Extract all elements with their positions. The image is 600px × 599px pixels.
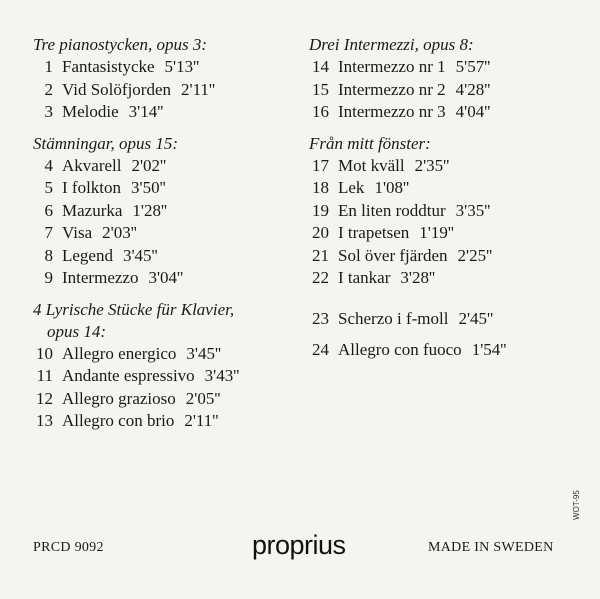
track-row [33,101,293,124]
track-row [33,177,293,200]
section-heading: Från mitt fönster: [309,133,431,153]
track-number: 19 [312,200,329,220]
track-row [33,222,293,245]
right-column [309,34,589,362]
track-title: I trapetsen [338,223,410,242]
section-heading-continued: opus 14: [47,321,107,341]
track-row [33,245,293,268]
track-title: Fantasistycke [62,57,155,76]
track-row [33,200,293,223]
track-row [309,245,589,268]
track-number: 21 [312,245,329,265]
track-duration: 3'50'' [131,178,166,197]
track-duration: 2'25'' [457,245,493,265]
track-number: 16 [312,102,329,121]
track-duration: 2'05'' [185,388,221,408]
track-row [33,388,293,411]
track-duration: 2'02'' [131,155,167,175]
track-duration: 3'45'' [122,245,158,265]
track-number: 18 [312,178,329,197]
track-number: 10 [36,343,53,363]
track-duration: 1'08'' [374,178,410,197]
track-number: 9 [44,268,53,287]
section-heading: Stämningar, opus 15: [33,133,178,153]
track-title: Intermezzo nr 1 [338,57,446,76]
track-title: En liten roddtur [338,200,446,220]
track-number: 24 [312,340,329,359]
track-number: 20 [312,223,329,242]
track-title: Akvarell [62,155,122,175]
track-title: I folkton [62,178,122,197]
track-row [309,308,589,331]
track-title: Andante espressivo [62,366,195,385]
track-number: 3 [44,102,53,121]
track-title: Allegro con brio [62,411,175,430]
made-in-text: MADE IN SWEDEN [428,540,554,555]
track-duration: 1'19'' [419,223,454,242]
track-row [33,365,293,388]
track-number: 7 [44,223,53,242]
track-title: Legend [62,245,113,265]
track-title: Allegro con fuoco [338,340,462,359]
track-title: Visa [62,223,93,242]
section-fran-mitt-fonster [309,133,589,290]
left-column [33,34,293,442]
track-title: Allegro energico [62,343,177,363]
track-row [309,101,589,124]
track-number: 22 [312,268,329,287]
track-duration: 3'04'' [148,268,184,287]
section-stamningar [33,133,293,290]
track-number: 2 [44,79,53,99]
track-number: 23 [312,308,329,328]
section-heading: Tre pianostycken, opus 3: [33,35,208,54]
track-duration: 1'54'' [471,340,507,359]
track-title: Mot kväll [338,155,405,175]
track-number: 11 [36,366,53,385]
track-row [33,343,293,366]
track-duration: 3'45'' [186,343,222,363]
track-duration: 3'35'' [455,200,491,220]
track-title: Sol över fjärden [338,245,448,265]
track-row [309,267,589,290]
track-number: 17 [312,155,329,175]
track-duration: 2'03'' [102,223,137,242]
track-title: Intermezzo nr 2 [338,79,446,99]
track-number: 1 [44,57,53,76]
track-row [33,155,293,178]
section-tre-pianostycken [33,34,293,124]
section-heading: 4 Lyrische Stücke für Klavier, [33,299,235,319]
track-row [309,79,589,102]
track-duration: 1'28'' [132,200,168,220]
track-title: Mazurka [62,200,123,220]
track-row [33,56,293,79]
track-row [309,155,589,178]
track-duration: 2'45'' [458,308,494,328]
track-duration: 2'11'' [184,411,219,430]
track-title: Scherzo i f-moll [338,308,449,328]
track-row [309,200,589,223]
track-title: Melodie [62,102,119,121]
track-title: Allegro grazioso [62,388,176,408]
track-row [33,267,293,290]
track-title: Lek [338,178,365,197]
track-title: Vid Solöfjorden [62,79,171,99]
track-row [309,222,589,245]
track-row [309,56,589,79]
track-row [309,177,589,200]
track-number: 12 [36,388,53,408]
track-duration: 5'13'' [164,57,200,76]
track-title: Intermezzo [62,268,139,287]
track-row [33,79,293,102]
track-duration: 5'57'' [455,57,491,76]
track-number: 4 [44,155,53,175]
track-duration: 3'28'' [400,268,436,287]
section-lyrische-stucke [33,299,293,433]
track-title: I tankar [338,268,391,287]
track-duration: 2'11'' [181,79,216,99]
track-number: 8 [44,245,53,265]
print-code: WOT-95 [572,490,581,520]
track-duration: 2'35'' [414,155,450,175]
track-duration: 4'04'' [455,102,491,121]
track-number: 15 [312,79,329,99]
track-duration: 3'43'' [204,366,240,385]
track-duration: 4'28'' [455,79,491,99]
track-number: 6 [44,200,53,220]
proprius-logo: proprius [252,530,346,560]
track-title: Intermezzo nr 3 [338,102,446,121]
track-row [33,410,293,433]
track-row [309,339,589,362]
track-duration: 3'14'' [128,102,164,121]
section-heading: Drei Intermezzi, opus 8: [309,35,474,54]
catalog-number: PRCD 9092 [33,540,104,555]
track-number: 13 [36,411,53,430]
track-number: 14 [312,57,329,76]
track-number: 5 [44,178,53,197]
section-drei-intermezzi [309,34,589,124]
